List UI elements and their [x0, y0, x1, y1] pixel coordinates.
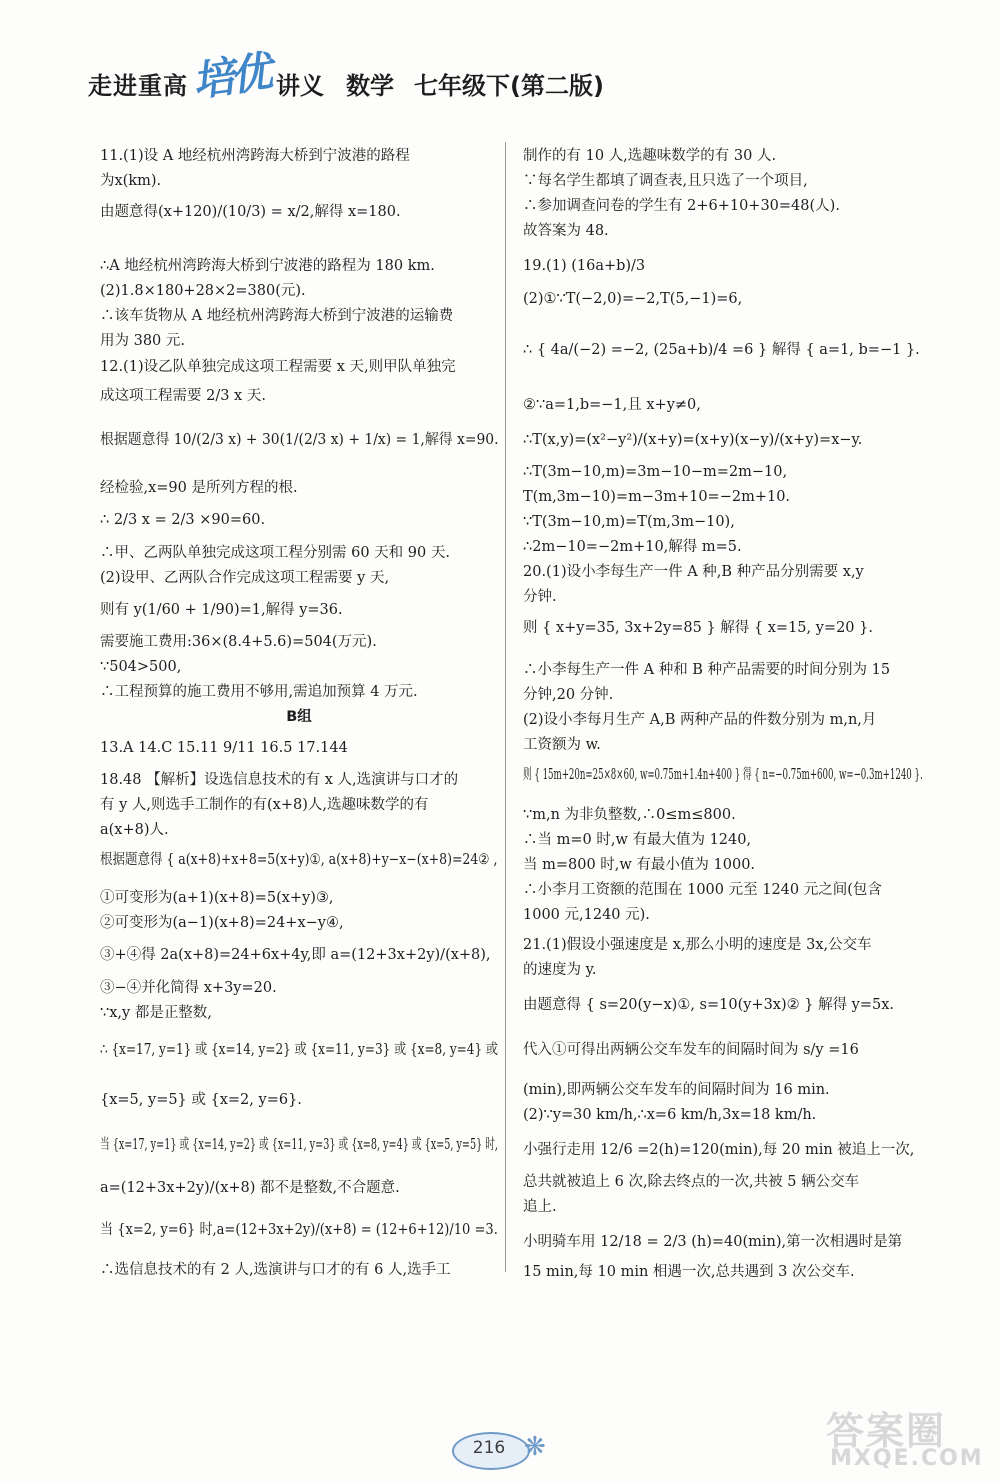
- snowflake-icon: ❋: [524, 1432, 546, 1462]
- column-divider: [505, 142, 506, 1272]
- book-type: 讲义: [276, 72, 324, 100]
- text-line: (2)∵y=30 km/h,∴x=6 km/h,3x=18 km/h.: [523, 1107, 817, 1123]
- text-line: 则 { x+y=35, 3x+2y=85 } 解得 { x=15, y=20 }.: [523, 620, 873, 636]
- page-number: 216: [472, 1438, 506, 1458]
- text-line: 的速度为 y.: [523, 962, 597, 978]
- text-line: ∴ 2/3 x = 2/3 ×90=60.: [100, 512, 266, 528]
- text-line: ∴ { 4a/(−2) =−2, (25a+b)/4 =6 } 解得 { a=1, b=−1 }.: [523, 342, 920, 358]
- text-line: (2)设小李每月生产 A,B 两种产品的件数分别为 m,n,月: [523, 712, 877, 728]
- text-line: ∴参加调查问卷的学生有 2+6+10+30=48(人).: [523, 198, 840, 214]
- series-title: 走进重高: [88, 72, 188, 100]
- text-line: (2)设甲、乙两队合作完成这项工程需要 y 天,: [100, 570, 390, 586]
- text-line: 小明骑车用 12/18 = 2/3 (h)=40(min),第一次相遇时是第: [523, 1234, 903, 1250]
- text-line: ∵T(3m−10,m)=T(m,3m−10),: [523, 514, 735, 530]
- text-line: 小强行走用 12/6 =2(h)=120(min),每 20 min 被追上一次,: [523, 1142, 915, 1158]
- text-line: 19.(1) (16a+b)/3: [523, 258, 646, 274]
- text-line: 13.A 14.C 15.11 9/11 16.5 17.144: [100, 740, 348, 756]
- text-line: 当 {x=2, y=6} 时,a=(12+3x+2y)/(x+8) = (12+6+12)/10 =3.: [100, 1222, 498, 1238]
- peiyou-logo: 培优: [189, 46, 272, 107]
- text-line: 根据题意得 10/(2/3 x) + 30(1/(2/3 x) + 1/x) = 1,解得 x=90.: [100, 432, 499, 448]
- text-line: ③+④得 2a(x+8)=24+6x+4y,即 a=(12+3x+2y)/(x+8),: [100, 947, 491, 963]
- text-line: {x=5, y=5} 或 {x=2, y=6}.: [100, 1092, 302, 1108]
- text-line: 则 { 15m+20n=25×8×60, w=0.75m+1.4n+400 } 得 { n=−0.75m+600, w=−0.3m+1240 }.: [523, 767, 923, 783]
- text-line: 追上.: [523, 1199, 557, 1215]
- text-line: ∵x,y 都是正整数,: [100, 1005, 212, 1021]
- text-line: (2)1.8×180+28×2=380(元).: [100, 283, 306, 299]
- text-line: (min),即两辆公交车发车的间隔时间为 16 min.: [523, 1082, 830, 1098]
- text-line: ∴小李每生产一件 A 种和 B 种产品需要的时间分别为 15: [523, 662, 891, 678]
- text-line: 故答案为 48.: [523, 223, 609, 239]
- text-line: 12.(1)设乙队单独完成这项工程需要 x 天,则甲队单独完: [100, 359, 456, 375]
- watermark-bottom: MXQE.COM: [830, 1446, 984, 1471]
- text-line: ∵504>500,: [100, 659, 182, 675]
- text-line: ∴甲、乙两队单独完成这项工程分别需 60 天和 90 天.: [100, 545, 450, 561]
- text-line: ②可变形为(a−1)(x+8)=24+x−y④,: [100, 915, 344, 931]
- text-line: ∴T(3m−10,m)=3m−10−m=2m−10,: [523, 464, 788, 480]
- text-line: ∴A 地经杭州湾跨海大桥到宁波港的路程为 180 km.: [100, 258, 435, 274]
- text-line: 有 y 人,则选手工制作的有(x+8)人,选趣味数学的有: [100, 797, 429, 813]
- section-heading-b-group: B组: [286, 709, 312, 725]
- text-line: ∴当 m=0 时,w 有最大值为 1240,: [523, 832, 752, 848]
- text-line: 总共就被追上 6 次,除去终点的一次,共被 5 辆公交车: [523, 1174, 860, 1190]
- page-number-badge: [452, 1430, 562, 1470]
- text-line: 为x(km).: [100, 173, 162, 189]
- text-line: 由题意得 { s=20(y−x)①, s=10(y+3x)② } 解得 y=5x.: [523, 997, 895, 1013]
- text-line: ①可变形为(a+1)(x+8)=5(x+y)③,: [100, 890, 334, 906]
- text-line: ③−④并化简得 x+3y=20.: [100, 980, 277, 996]
- text-line: a(x+8)人.: [100, 822, 169, 838]
- text-line: ∴2m−10=−2m+10,解得 m=5.: [523, 539, 742, 555]
- text-line: a=(12+3x+2y)/(x+8) 都不是整数,不合题意.: [100, 1180, 400, 1196]
- text-line: 成这项工程需要 2/3 x 天.: [100, 388, 266, 404]
- text-line: 当 {x=17, y=1} 或 {x=14, y=2} 或 {x=11, y=3} 或 {x=8, y=4} 或 {x=5, y=5} 时,: [100, 1137, 498, 1153]
- text-line: (2)①∵T(−2,0)=−2,T(5,−1)=6,: [523, 291, 743, 307]
- text-line: 分钟,20 分钟.: [523, 687, 614, 703]
- text-line: 经检验,x=90 是所列方程的根.: [100, 480, 298, 496]
- text-line: 1000 元,1240 元).: [523, 907, 650, 923]
- text-line: 需要施工费用:36×(8.4+5.6)=504(万元).: [100, 634, 377, 650]
- text-line: 11.(1)设 A 地经杭州湾跨海大桥到宁波港的路程: [100, 148, 410, 164]
- text-line: 代入①可得出两辆公交车发车的间隔时间为 s/y =16: [523, 1042, 859, 1058]
- text-line: 21.(1)假设小强速度是 x,那么小明的速度是 3x,公交车: [523, 937, 872, 953]
- grade-label: 七年级下(第二版): [414, 72, 604, 100]
- text-line: ∴T(x,y)=(x²−y²)/(x+y)=(x+y)(x−y)/(x+y)=x−y.: [523, 432, 863, 448]
- text-line: 20.(1)设小李每生产一件 A 种,B 种产品分别需要 x,y: [523, 564, 864, 580]
- watermark-top: 答案圈: [826, 1409, 947, 1453]
- text-line: ∴工程预算的施工费用不够用,需追加预算 4 万元.: [100, 684, 418, 700]
- page-header: [88, 46, 968, 107]
- text-line: 18.48 【解析】设选信息技术的有 x 人,选演讲与口才的: [100, 772, 459, 788]
- watermark: [820, 1400, 990, 1475]
- text-line: 则有 y(1/60 + 1/90)=1,解得 y=36.: [100, 602, 343, 618]
- text-line: ∵m,n 为非负整数,∴0≤m≤800.: [523, 807, 736, 823]
- text-line: ∴小李月工资额的范围在 1000 元至 1240 元之间(包含: [523, 882, 882, 898]
- text-line: 工资额为 w.: [523, 737, 601, 753]
- text-line: 分钟.: [523, 589, 557, 605]
- text-line: ∴选信息技术的有 2 人,选演讲与口才的有 6 人,选手工: [100, 1262, 451, 1278]
- text-line: T(m,3m−10)=m−3m+10=−2m+10.: [523, 489, 791, 505]
- text-line: ②∵a=1,b=−1,且 x+y≠0,: [523, 397, 701, 413]
- text-line: 15 min,每 10 min 相遇一次,总共遇到 3 次公交车.: [523, 1264, 855, 1280]
- text-line: 当 m=800 时,w 有最小值为 1000.: [523, 857, 756, 873]
- text-line: 制作的有 10 人,选趣味数学的有 30 人.: [523, 148, 777, 164]
- subject-label: 数学: [346, 72, 394, 100]
- text-line: ∴该车货物从 A 地经杭州湾跨海大桥到宁波港的运输费: [100, 308, 454, 324]
- text-line: 用为 380 元.: [100, 333, 186, 349]
- text-line: ∵每名学生都填了调查表,且只选了一个项目,: [523, 173, 808, 189]
- text-line: 由题意得(x+120)/(10/3) = x/2,解得 x=180.: [100, 204, 401, 220]
- text-line: 根据题意得 { a(x+8)+x+8=5(x+y)①, a(x+8)+y−x−(x+8)=24② ,: [100, 852, 498, 868]
- text-line: ∴ {x=17, y=1} 或 {x=14, y=2} 或 {x=11, y=3} 或 {x=8, y=4} 或: [100, 1042, 498, 1058]
